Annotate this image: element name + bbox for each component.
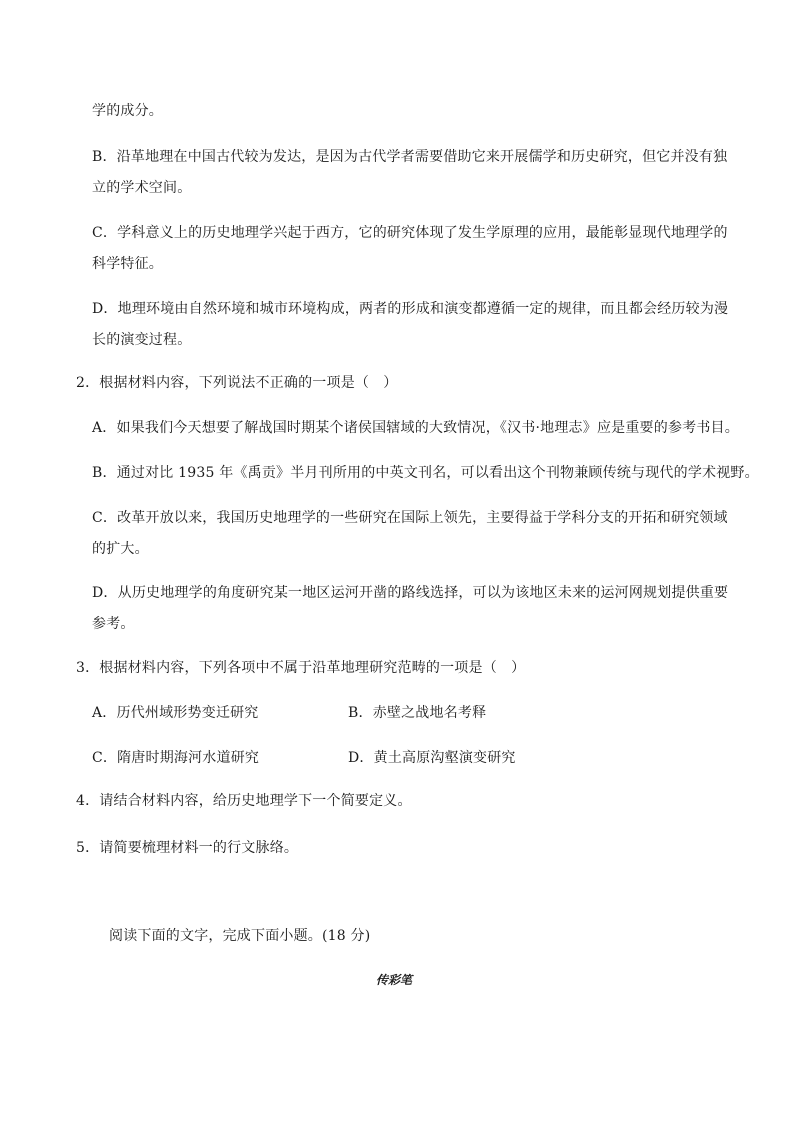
question-4: 4．请结合材料内容，给历史地理学下一个简要定义。 [76,793,412,809]
question-5: 5．请简要梳理材料一的行文脉络。 [76,840,299,856]
text-line: 学的成分。 [92,103,163,119]
question-3: 3．根据材料内容，下列各项中不属于沿革地理研究范畴的一项是（ ） [76,660,526,676]
option-b-line: B．赤壁之战地名考释 [348,705,487,721]
option-a-line: A．历代州域形势变迁研究 [92,705,259,721]
option-d-line: D．黄土高原沟壑演变研究 [348,750,516,766]
option-c-line: C．改革开放以来，我国历史地理学的一些研究在国际上领先，主要得益于学科分支的开拓和研究领域 [92,510,728,526]
option-d-line: D．地理环境由自然环境和城市环境构成，两者的形成和演变都遵循一定的规律，而且都会经历较为漫 [92,301,729,317]
option-b-line: B．沿革地理在中国古代较为发达，是因为古代学者需要借助它来开展儒学和历史研究，但它并没有独 [92,149,728,165]
question-2: 2．根据材料内容，下列说法不正确的一项是（ ） [76,375,398,391]
option-d-line: D．从历史地理学的角度研究某一地区运河开凿的路线选择，可以为该地区未来的运河网规划提供重要 [92,585,729,601]
option-c-line: C．隋唐时期海河水道研究 [92,750,260,766]
text-line: 参考。 [92,616,135,632]
text-line: 的扩大。 [92,541,149,557]
text-line: 科学特征。 [92,256,163,272]
text-line: 立的学术空间。 [92,180,192,196]
reading-instruction: 阅读下面的文字，完成下面小题。(18 分) [109,928,371,944]
text-line: 长的演变过程。 [92,332,192,348]
section-title: 传彩笔 [376,973,413,987]
option-c-line: C．学科意义上的历史地理学兴起于西方，它的研究体现了发生学原理的应用，最能彰显现代地理学的 [92,225,728,241]
option-b-line: B．通过对比 1935 年《禹贡》半月刊所用的中英文刊名，可以看出这个刊物兼顾传统与现代的学术视野。 [92,465,759,481]
option-a-line: A．如果我们今天想要了解战国时期某个诸侯国辖域的大致情况，《汉书·地理志》应是重要的参考书目。 [92,420,739,436]
